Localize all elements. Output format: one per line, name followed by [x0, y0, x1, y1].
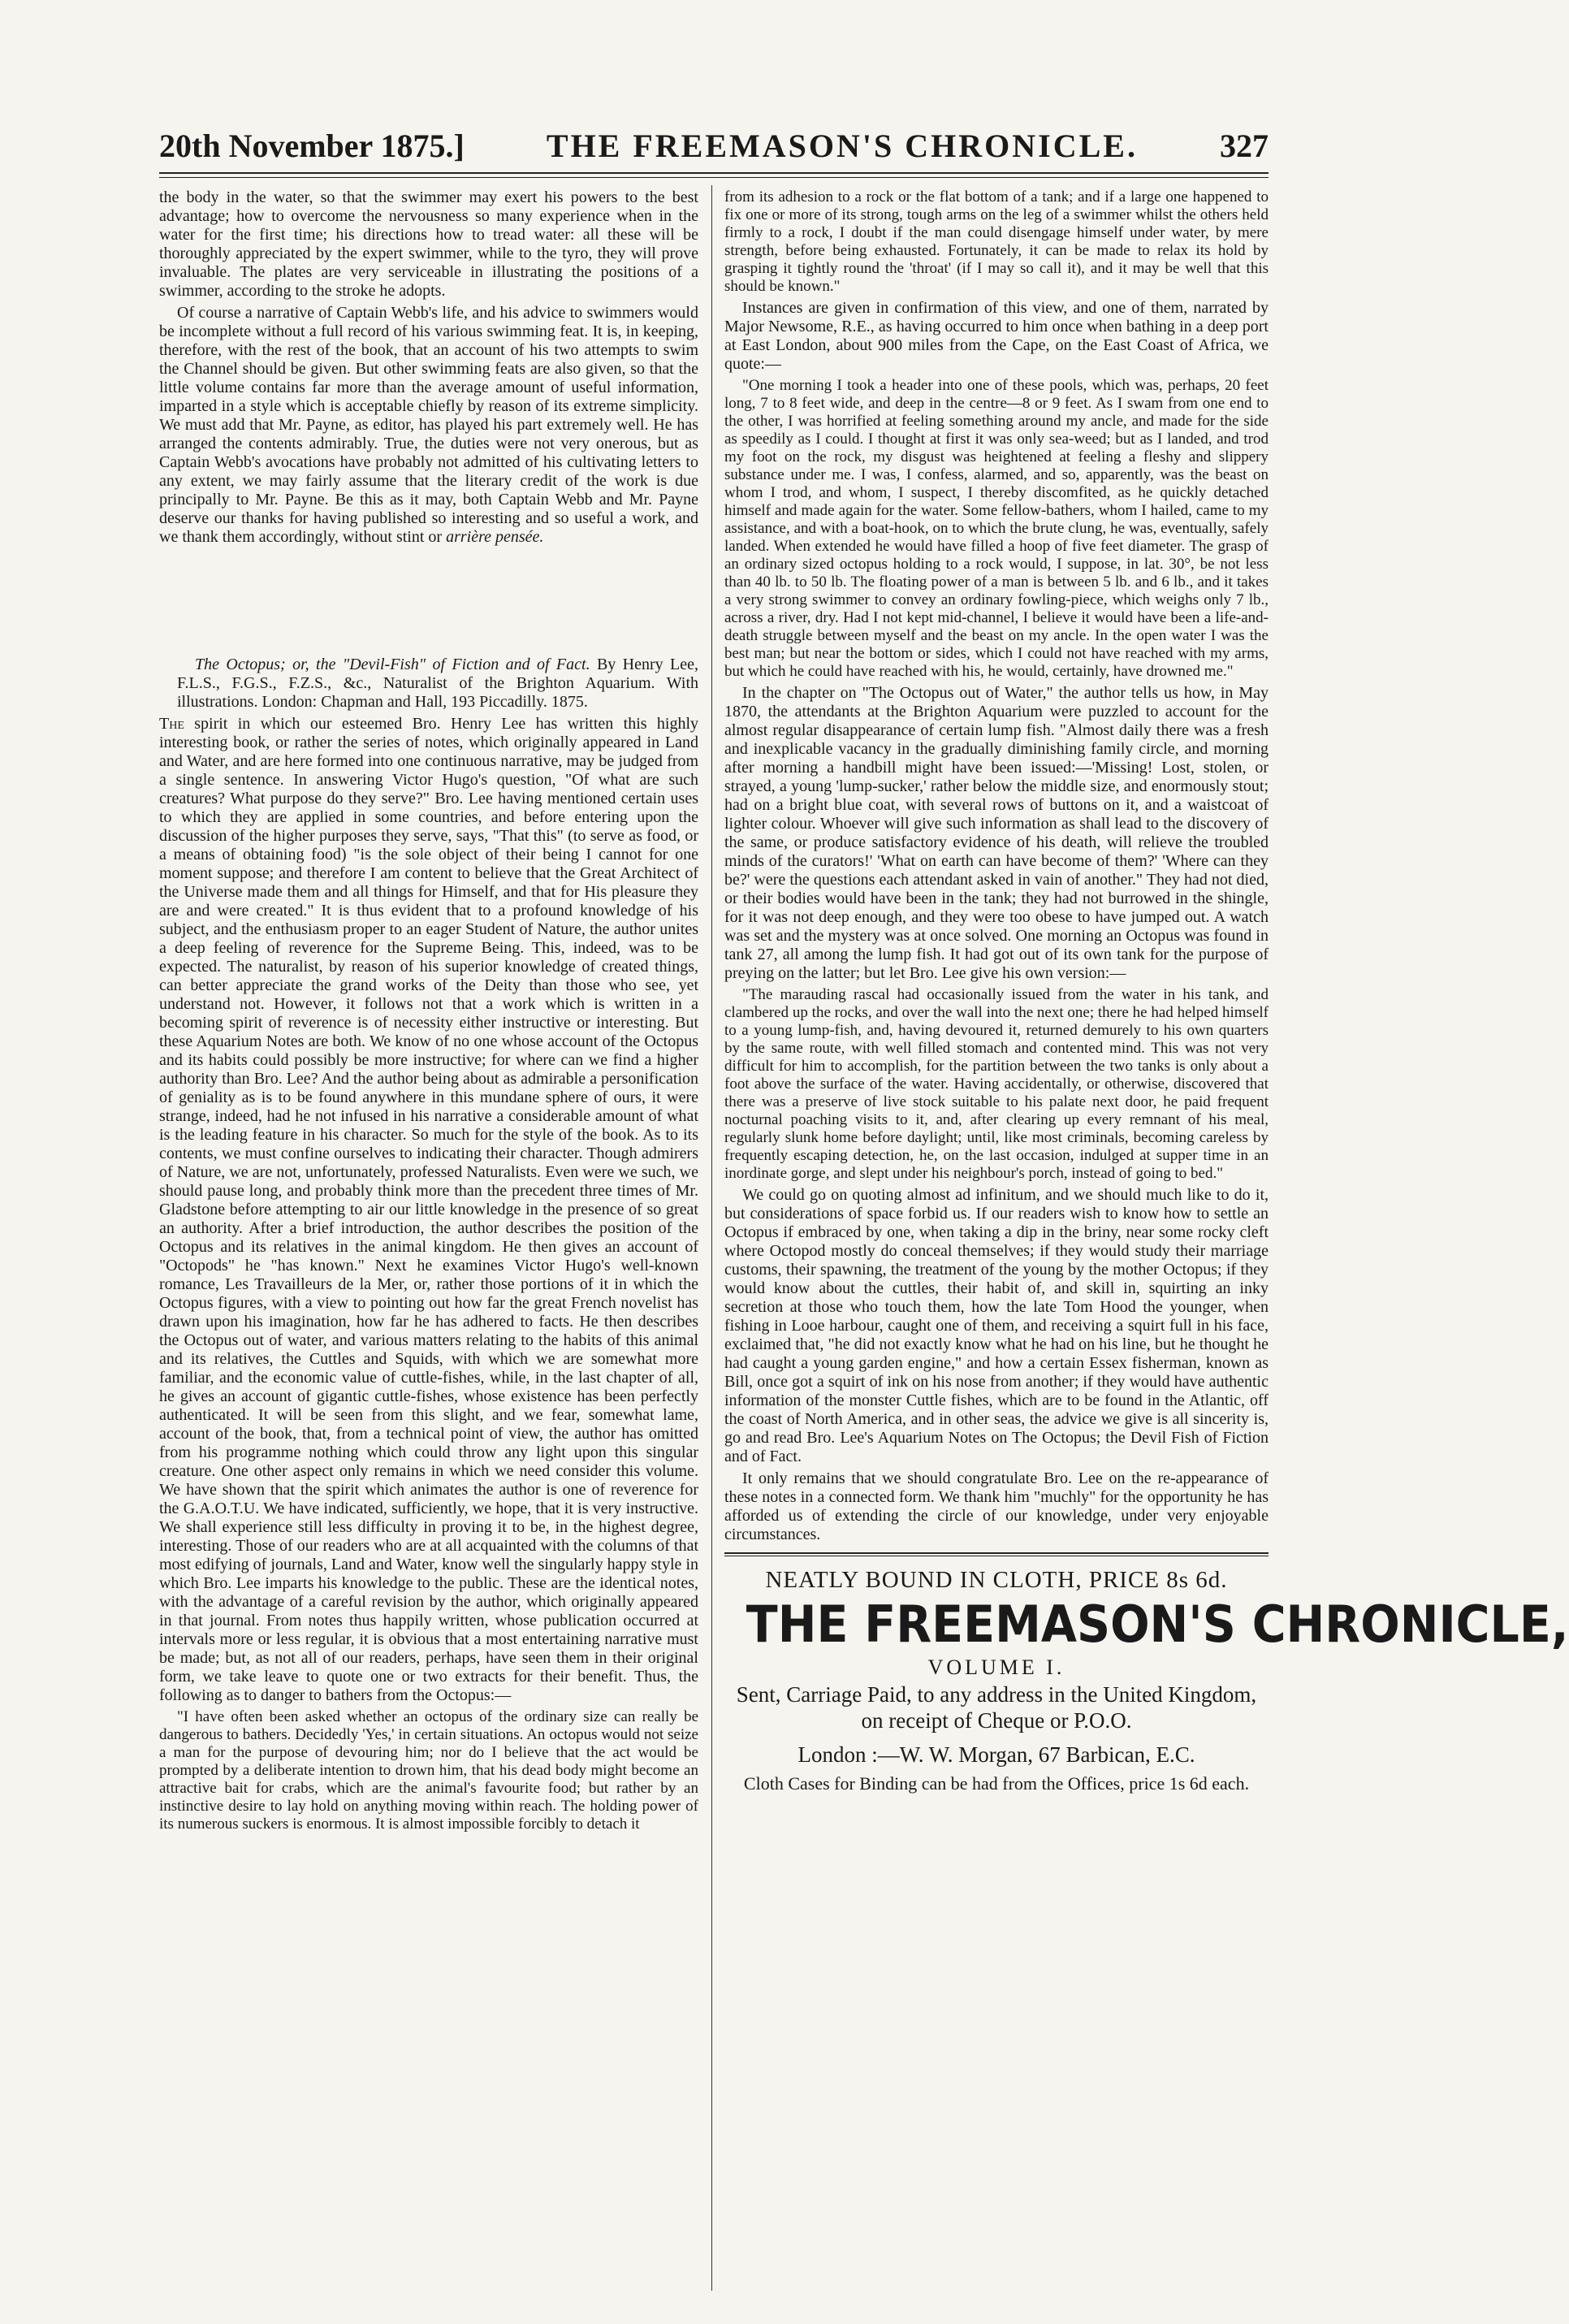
octopus-review-book-title: The Octopus; or, the "Devil-Fish" of Fiction and of Fact. — [195, 656, 590, 673]
section-gap — [159, 550, 698, 656]
advert-line-address: London :—W. W. Morgan, 67 Barbican, E.C. — [797, 1742, 1195, 1767]
masthead — [159, 123, 1269, 167]
advert-volume: VOLUME I. — [927, 1655, 1065, 1679]
page-number: 327 — [1220, 127, 1269, 164]
octopus-review-text: spirit in which our esteemed Bro. Henry Lee has written this highly interesting book, or rather the series of notes, which originally appeared in Land and Water, and are here formed into one continuous narrative, may be judged from a single sentence. In answering Victor Hugo's question, "Of what are such creatures? What purpose do they serve?" Bro. Lee having mentioned certain uses to which they are applied in some countries, and before entering upon the discussion of the higher purposes they serve, says, "That this" (to serve as food, or a means of obtaining food) "is the sole object of their being I cannot for one moment suppose; and therefore I am content to believe that the Great Architect of the Universe made them and all things for Himself, and that for His pleasure they are and were created." It is thus evident that to a profound knowledge of his subject, and the enthusiasm proper to an eager Student of Nature, the author unites a deep feeling of reverence for the Supreme Being. This, indeed, was to be expected. The naturalist, by reason of his superior knowledge of created things, can better appreciate the grand works of the Deity than those who see, yet understand not. However, it follows not that a work which is written in a becoming spirit of reverence is of necessity either instructive or interesting. But these Aquarium Notes are both. We know of no one whose account of the Octopus and its habits could possibly be more instructive; for where can we find a higher authority than Bro. Lee? And the author being about as admirable a personification of geniality as is to be found anywhere in this mundane sphere of ours, it were strange, indeed, had he not infused in his narrative a considerable amount of what is the leading feature in his character. So much for the style of the book. As to its contents, we must confine ourselves to indicating their character. Though admirers of Nature, we are not, unfortunately, professed Naturalists. Even were we such, we should pause long, and probably think more than the precedent three times of Mr. Gladstone before attempting to air our little knowledge in the presence of so great an authority. After a brief introduction, the author describes the position of the Octopus and its relatives in the animal kingdom. He then gives an account of "Octopods" he "has known." Next he examines Victor Hugo's well-known romance, Les Travailleurs de la Mer, or, rather those portions of it in which the Octopus figures, with a view to pointing out how far the great French novelist has drawn upon his imagination, how far he has adhered to facts. He then describes the Octopus out of water, and various matters relating to the habits of this animal and its relatives, the Cuttles and Squids, with which we are somewhat more familiar, and the economic value of cuttle-fishes, while, in the last chapter of all, he gives an account of gigantic cuttle-fishes, whose existence has been perfectly authenticated. It will be seen from this slight, and we fear, somewhat lame, account of the book, that, from a technical point of view, the author has omitted from his programme nothing which could throw any light upon this singular creature. One other aspect only remains in which we need consider this volume. We have shown that the spirit which animates the author is one of reverence for the G.A.O.T.U. We have indicated, sufficiently, we hope, that it is very instructive. We shall experience still less difficulty in proving it to be, in the highest degree, interesting. Those of our readers who are at all acquainted with the columns of that most edifying of journals, Land and Water, know well the singularly happy style in which Bro. Lee imparts his knowledge to the public. These are the identical notes, with the advantage of a careful revision by the author, which originally appeared in that journal. From notes thus happily written, whose publication occurred at intervals more or less regular, it is obvious that a most entertaining narrative must be made; but, as not all of our readers, perhaps, have seen them in their original form, we take leave to quote one or two extracts for their benefit. Thus, the following as to danger to bathers from the Octopus:— — [159, 715, 698, 1704]
left-column — [159, 188, 698, 1837]
octopus-quote-marauding: "The marauding rascal had occasionally issued from the water in his tank, and clambered up the rocks, and over the wall into the next one; there he had helped himself to a young lump-fish, and, having devoured it, returned demurely to his own quarters by the same route, with well filled stomach and contented mind. This was not very difficult for him to accomplish, for the partition between the two tanks is only about a foot above the surface of the water. Having accidentally, or otherwise, discovered that there was a preserve of live stock suitable to his palate next door, he paid frequent nocturnal poaching visits to it, and, after clearing up every remnant of his meal, regularly slunk home before daylight; until, like most criminals, becoming careless by frequently escaping detection, he, on the last occasion, indulged at supper time in an inordinate gorge, and slept under his neighbour's porch, instead of going to bed." — [724, 986, 1269, 1182]
swimming-review-paragraph-2 — [159, 304, 698, 547]
octopus-review-book-details: By Henry Lee, F.L.S., F.G.S., F.Z.S., &c., Naturalist of the Brighton Aquarium. With illustrations. London: Chapman and Hall, 193 Piccadilly. 1875. — [177, 656, 699, 711]
octopus-review-heading — [159, 656, 698, 712]
octopus-quote-newsome: "One morning I took a header into one of these pools, which was, perhaps, 20 feet long, 7 to 8 feet wide, and deep in the centre—8 or 9 feet. As I swam from one end to the other, I was horrified at feeling something around my ancle, and made for the side as speedily as I could. I thought at first it was only sea-weed; but as I landed, and trod my foot on the rock, my disgust was heightened at feeling a fleshy and slippery substance under me. I was, I confess, alarmed, and so, apparently, was the beast on whom I trod, and whom, I suspect, I thereby discomfited, as he quickly detached himself and made again for the water. Some fellow-bathers, whom I hailed, came to my assistance, and with a boat-hook, on to which the brute clung, he was, eventually, safely landed. When extended he would have filled a hoop of five feet diameter. The grasp of an ordinary sized octopus holding to a rock would, I suppose, in lat. 30°, be not less than 40 lb. to 50 lb. The floating power of a man is between 5 lb. and 6 lb., and it takes a very strong swimmer to convey an ordinary fowling-piece, which weighs only 7 lb., across a river, dry. Had I not kept mid-channel, I believe it would have been a life-and-death struggle between myself and the beast on my ancle. In the open water I was the best man; but near the bottom or sides, which I could not have reached with my arms, but which he could have reached with his, he would, certainly, have drowned me." — [724, 377, 1269, 680]
advertisement — [724, 1564, 1569, 1795]
advert-line-cheque: on receipt of Cheque or P.O.O. — [861, 1708, 1132, 1733]
masthead-rule — [159, 172, 1269, 174]
issue-date: 20th November 1875.] — [159, 127, 465, 164]
octopus-review-paragraph-1 — [159, 715, 698, 1705]
column-divider — [711, 185, 712, 2291]
swimming-review-text: Of course a narrative of Captain Webb's life, and his advice to swimmers would be incomplete without a full record of his various swimming feat. It is, in keeping, therefore, with the rest of the book, that an account of his two attempts to swim the Channel should be given. But other swimming feats are also given, so that the little volume contains far more than the average amount of useful information, imparted in a style which is acceptable chiefly by reason of its extreme simplicity. We must add that Mr. Payne, as editor, has played his part extremely well. He has arranged the contents admirably. True, the duties were not very onerous, but as Captain Webb's avocations have probably not admitted of his cultivating letters to any extent, we may fairly assume that the literary credit of the work is due principally to Mr. Payne. Be this as it may, both Captain Webb and Mr. Payne deserve our thanks for having published so interesting and so useful a work, and we thank them accordingly, without stint or — [159, 304, 698, 546]
advert-rule — [724, 1552, 1269, 1554]
swimming-review-italic-end: arrière pensée. — [446, 528, 544, 546]
octopus-quote-bathers: "I have often been asked whether an octopus of the ordinary size can really be dangerous to bathers. Decidedly 'Yes,' in certain situations. An octopus would not seize a man for the purpose of devouring him; nor do I believe that the act would be prompted by a deliberate intention to drown him, that his dead body might become an attractive bait for crabs, which are the animal's favourite food; but rather by an instinctive desire to lay hold on anything moving within reach. The holding power of its numerous suckers is enormous. It is almost impossible forcibly to detach it — [159, 1708, 698, 1833]
masthead-rule-thin — [159, 177, 1269, 178]
octopus-review-paragraph-2: Instances are given in confirmation of this view, and one of them, narrated by Major Newsome, R.E., as having occurred to him once when bathing in a deep port at East London, about 900 miles from the Cape, on the East Coast of Africa, we quote:— — [724, 299, 1269, 373]
drop-lead-word: The — [159, 715, 184, 733]
octopus-quote-continued: from its adhesion to a rock or the flat bottom of a tank; and if a large one happened to fix one or more of its strong, tough arms on the leg of a swimmer whilst the others held firmly to a rock, I doubt if the man could disengage himself under water, by mere strength, before being exhausted. Fortunately, it can be made to relax its hold by grasping it tightly round the 'throat' (if I may so call it), and it may be well that this should be known." — [724, 188, 1269, 295]
publication-title: THE FREEMASON'S CHRONICLE. — [546, 127, 1138, 164]
advert-bound-line: NEATLY BOUND IN CLOTH, PRICE 8s 6d. — [765, 1567, 1228, 1593]
advert-line-cases: Cloth Cases for Binding can be had from the Offices, price 1s 6d each. — [743, 1773, 1250, 1794]
octopus-review-paragraph-4: We could go on quoting almost ad infinitum, and we should much like to do it, but considerations of space forbid us. If our readers wish to know how to settle an Octopus if embraced by one, when taking a dip in the briny, near some rocky cleft where Octopod mostly do conceal themselves; if they would study their marriage customs, their spawning, the treatment of the young by the mother Octopus; if they would know about the cuttles, their habit of, and skill in, squirting an inky secretion at those who touch them, how the late Tom Hood the younger, when fishing in Looe harbour, caught one of them, and receiving a squirt full in his face, exclaimed that, "he did not exactly know what he had on his line, but he thought he had caught a young garden engine," and how a certain Essex fisherman, known as Bill, once got a squirt of ink on his nose from another; if they would have authentic information of the monster Cuttle fishes, which are to be found in the Atlantic, off the coast of North America, and in other seas, the advice we give is all sincerity is, go and read Bro. Lee's Aquarium Notes on The Octopus; the Devil Fish of Fiction and of Fact. — [724, 1186, 1269, 1465]
swimming-review-paragraph-1: the body in the water, so that the swimmer may exert his powers to the best advantage; how to overcome the nervousness so many experience when in the water for the first time; his directions how to tread water: all these will be thoroughly appreciated by the expert swimmer, while to the tyro, they will prove invaluable. The plates are very serviceable in illustrating the positions of a swimmer, according to the stroke he adopts. — [159, 188, 698, 300]
octopus-review-paragraph-5: It only remains that we should congratulate Bro. Lee on the re-appearance of these notes in a connected form. We thank him "muchly" for the opportunity he has afforded us of extending the circle of our knowledge, under very enjoyable circumstances. — [724, 1469, 1269, 1543]
advert-title: THE FREEMASON'S CHRONICLE, — [746, 1595, 1569, 1654]
advert-line-carriage: Sent, Carriage Paid, to any address in the United Kingdom, — [736, 1682, 1257, 1707]
right-column — [724, 188, 1569, 1795]
octopus-review-paragraph-3: In the chapter on "The Octopus out of Water," the author tells us how, in May 1870, the attendants at the Brighton Aquarium were puzzled to account for the almost regular disappearance of certain lump fish. "Almost daily there was a fresh and inexplicable vacancy in the gradually diminishing family circle, and morning after morning a handbill might have been issued:—'Missing! Lost, stolen, or strayed, a young 'lump-sucker,' rather below the middle size, and enormously stout; had on a bright blue coat, with several rows of buttons on it, and a waistcoat of lighter colour. Whoever will give such information as shall lead to the discovery of the same, or produce satisfactory evidence of his death, will relieve the troubled minds of the curators!' 'What on earth can have become of them?' 'Where can they be?' were the questions each attendant asked in vain of another." They had not died, or their bodies would have been in the tank; they had not burrowed in the shingle, for it was not deep enough, and they were too obese to have jumped out. A watch was set and the mystery was at once solved. One morning an Octopus was found in tank 27, all among the lump fish. It had got out of its own tank for the purpose of preying on the latter; but let Bro. Lee give his own version:— — [724, 684, 1269, 982]
